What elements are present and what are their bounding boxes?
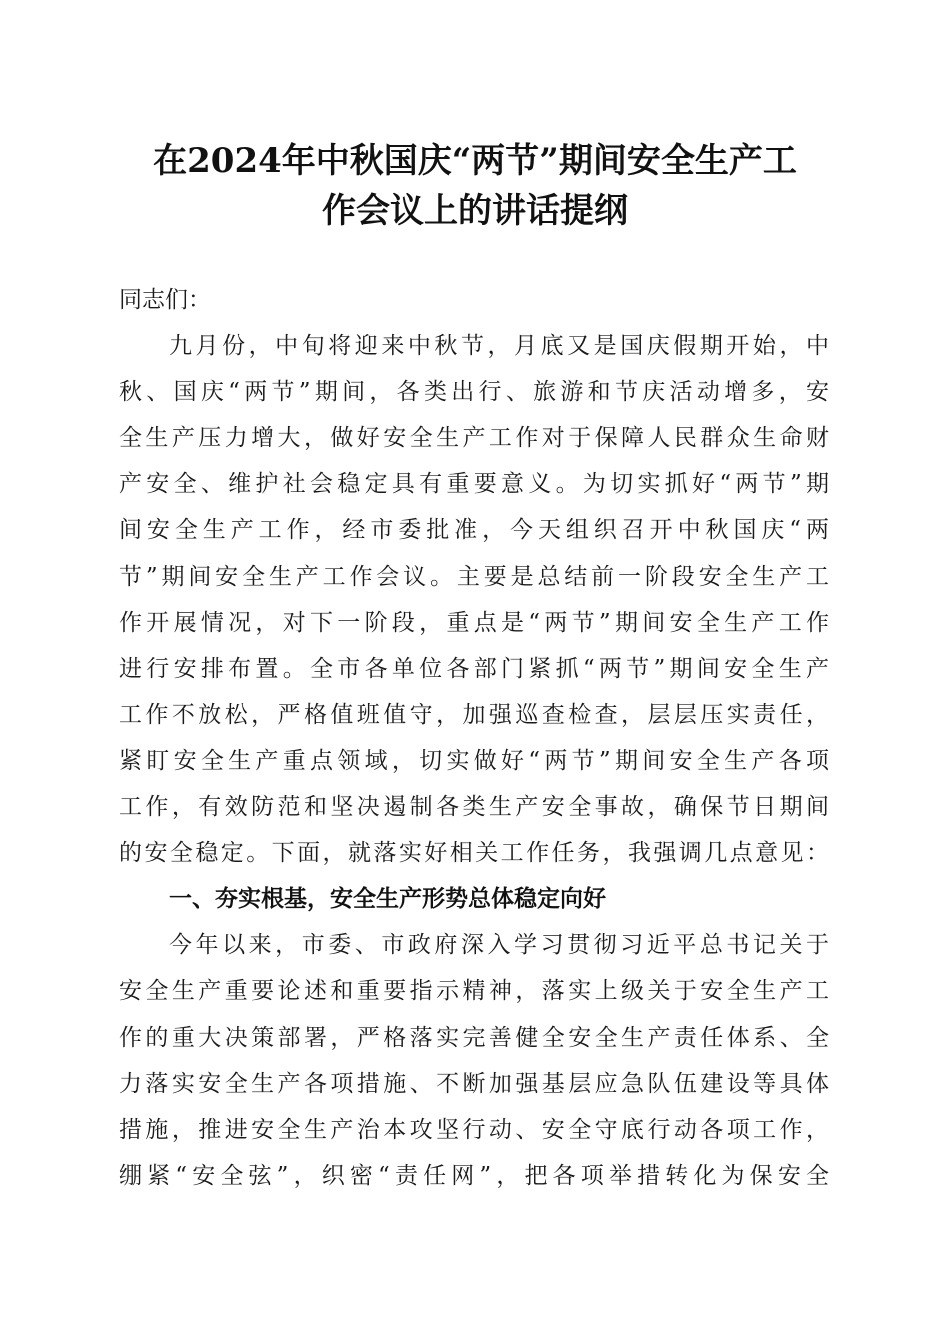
section-1-paragraph-line: 措施，推进安全生产治本攻坚行动、安全守底行动各项工作， — [119, 1116, 829, 1143]
title-line-1: 在2024年中秋国庆“两节”期间安全生产工 — [153, 141, 797, 181]
intro-paragraph-line: 产安全、维护社会稳定具有重要意义。为切实抓好“两节”期 — [119, 471, 829, 498]
section-1-paragraph-line: 安全生产重要论述和重要指示精神，落实上级关于安全生产工 — [119, 978, 829, 1005]
salutation: 同志们： — [119, 287, 211, 313]
section-1-paragraph-line: 作的重大决策部署，严格落实完善健全安全生产责任体系、全 — [119, 1024, 829, 1051]
intro-paragraph-line: 全生产压力增大，做好安全生产工作对于保障人民群众生命财 — [119, 425, 829, 452]
section-1-paragraph-line: 今年以来，市委、市政府深入学习贯彻习近平总书记关于 — [169, 932, 829, 959]
section-heading-1: 一、夯实根基，安全生产形势总体稳定向好 — [169, 886, 606, 913]
title-line-2: 作会议上的讲话提纲 — [322, 191, 628, 231]
document-body — [119, 277, 829, 1199]
intro-paragraph-line: 九月份，中旬将迎来中秋节，月底又是国庆假期开始，中 — [169, 333, 829, 360]
intro-paragraph-line: 的安全稳定。下面，就落实好相关工作任务，我强调几点意见： — [119, 840, 829, 867]
section-1-paragraph-line: 绷紧“安全弦”，织密“责任网”，把各项举措转化为保安全 — [119, 1162, 829, 1189]
intro-paragraph-line: 工作，有效防范和坚决遏制各类生产安全事故，确保节日期间 — [119, 794, 829, 821]
intro-paragraph-line: 节”期间安全生产工作会议。主要是总结前一阶段安全生产工 — [119, 563, 829, 590]
section-1-paragraph-line: 力落实安全生产各项措施、不断加强基层应急队伍建设等具体 — [119, 1070, 829, 1097]
intro-paragraph-line: 进行安排布置。全市各单位各部门紧抓“两节”期间安全生产 — [119, 655, 829, 682]
intro-paragraph-line: 秋、国庆“两节”期间，各类出行、旅游和节庆活动增多，安 — [119, 379, 829, 406]
intro-paragraph-line: 紧盯安全生产重点领域，切实做好“两节”期间安全生产各项 — [119, 747, 829, 774]
intro-paragraph-line: 作开展情况，对下一阶段，重点是“两节”期间安全生产工作 — [119, 609, 829, 636]
intro-paragraph-line: 间安全生产工作，经市委批准，今天组织召开中秋国庆“两 — [119, 517, 829, 544]
document-title — [100, 136, 850, 236]
intro-paragraph-line: 工作不放松，严格值班值守，加强巡查检查，层层压实责任， — [119, 701, 829, 728]
